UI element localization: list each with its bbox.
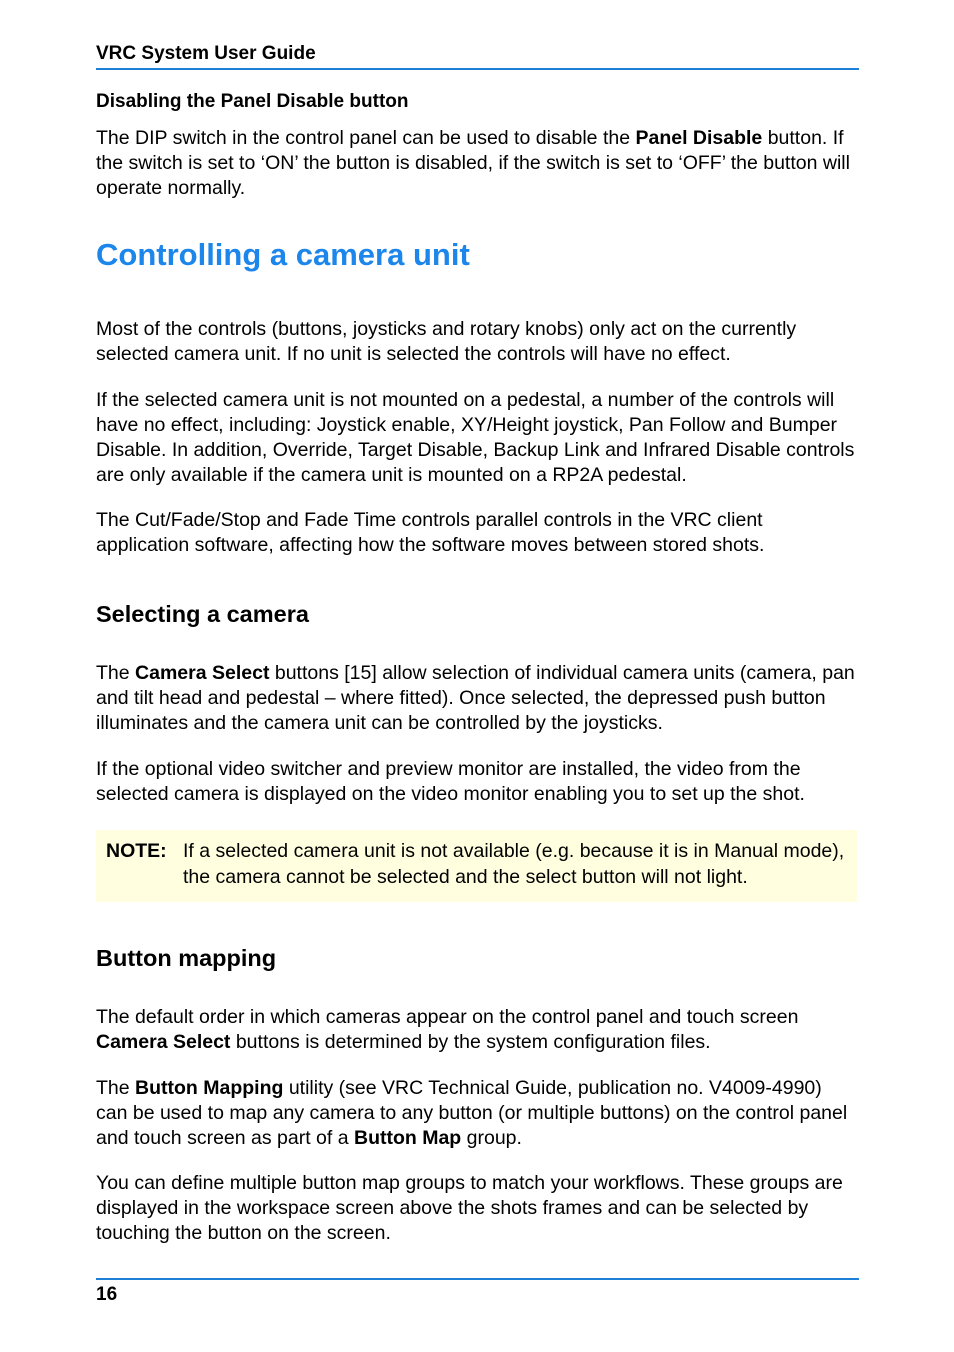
section-title-controlling: Controlling a camera unit: [96, 237, 470, 272]
paragraph-panel-disable: The DIP switch in the control panel can be used to disable the Panel Disable button. If the switch is set to ‘ON’ the button is disabled, if the switch is set to ‘OFF’ the button will operate normally.: [96, 127, 850, 199]
paragraph-default-order: The default order in which cameras appear on the control panel and touch screen Camera Select buttons is determined by the system configuration files.: [96, 1006, 799, 1053]
note-box: [96, 830, 857, 902]
header-rule: [96, 68, 859, 70]
paragraph-button-map-groups: You can define multiple button map groups to match your workflows. These groups are displayed in the workspace screen above the shots frames and can be selected by touching the button on the screen.: [96, 1172, 843, 1244]
bold-term: Camera Select: [135, 662, 270, 684]
paragraph-video-switcher: If the optional video switcher and preview monitor are installed, the video from the selected camera is displayed on the video monitor enabling you to set up the shot.: [96, 758, 805, 805]
subheading-panel-disable: Disabling the Panel Disable button: [96, 91, 409, 112]
paragraph-pedestal: If the selected camera unit is not mounted on a pedestal, a number of the controls will have no effect, including: Joystick enable, XY/Height joystick, Pan Follow and Bumper Disable. In addition, Override, Target Disable, Backup Link and Infrared Disable controls are only available if the camera unit is mounted on a RP2A pedestal.: [96, 389, 855, 486]
bold-term: Panel Disable: [635, 127, 763, 149]
note-text: If a selected camera unit is not available (e.g. because it is in Manual mode), the camera cannot be selected and the select button will not light.: [183, 840, 845, 888]
heading-button-mapping: Button mapping: [96, 945, 277, 971]
paragraph-cut-fade: The Cut/Fade/Stop and Fade Time controls parallel controls in the VRC client application software, affecting how the software moves between stored shots.: [96, 509, 765, 556]
running-header: VRC System User Guide: [96, 43, 316, 64]
paragraph-controls-intro: Most of the controls (buttons, joysticks and rotary knobs) only act on the currently selected camera unit. If no unit is selected the controls will have no effect.: [96, 318, 797, 365]
footer-rule: [96, 1278, 859, 1280]
heading-selecting-camera: Selecting a camera: [96, 601, 309, 627]
bold-term: Button Mapping: [135, 1077, 284, 1099]
page-number: 16: [96, 1284, 118, 1305]
note-label: NOTE:: [106, 840, 167, 862]
paragraph-camera-select: The Camera Select buttons [15] allow selection of individual camera units (camera, pan and tilt head and pedestal – where fitted). Once selected, the depressed push button illuminates and the camera unit can be controlled by the joysticks.: [96, 662, 855, 734]
bold-term: Camera Select: [96, 1031, 231, 1053]
paragraph-button-mapping-utility: The Button Mapping utility (see VRC Technical Guide, publication no. V4009-4990) can be used to map any camera to any button (or multiple buttons) on the control panel and touch screen as part of a Button Map group.: [96, 1077, 848, 1149]
bold-term: Button Map: [354, 1127, 462, 1149]
